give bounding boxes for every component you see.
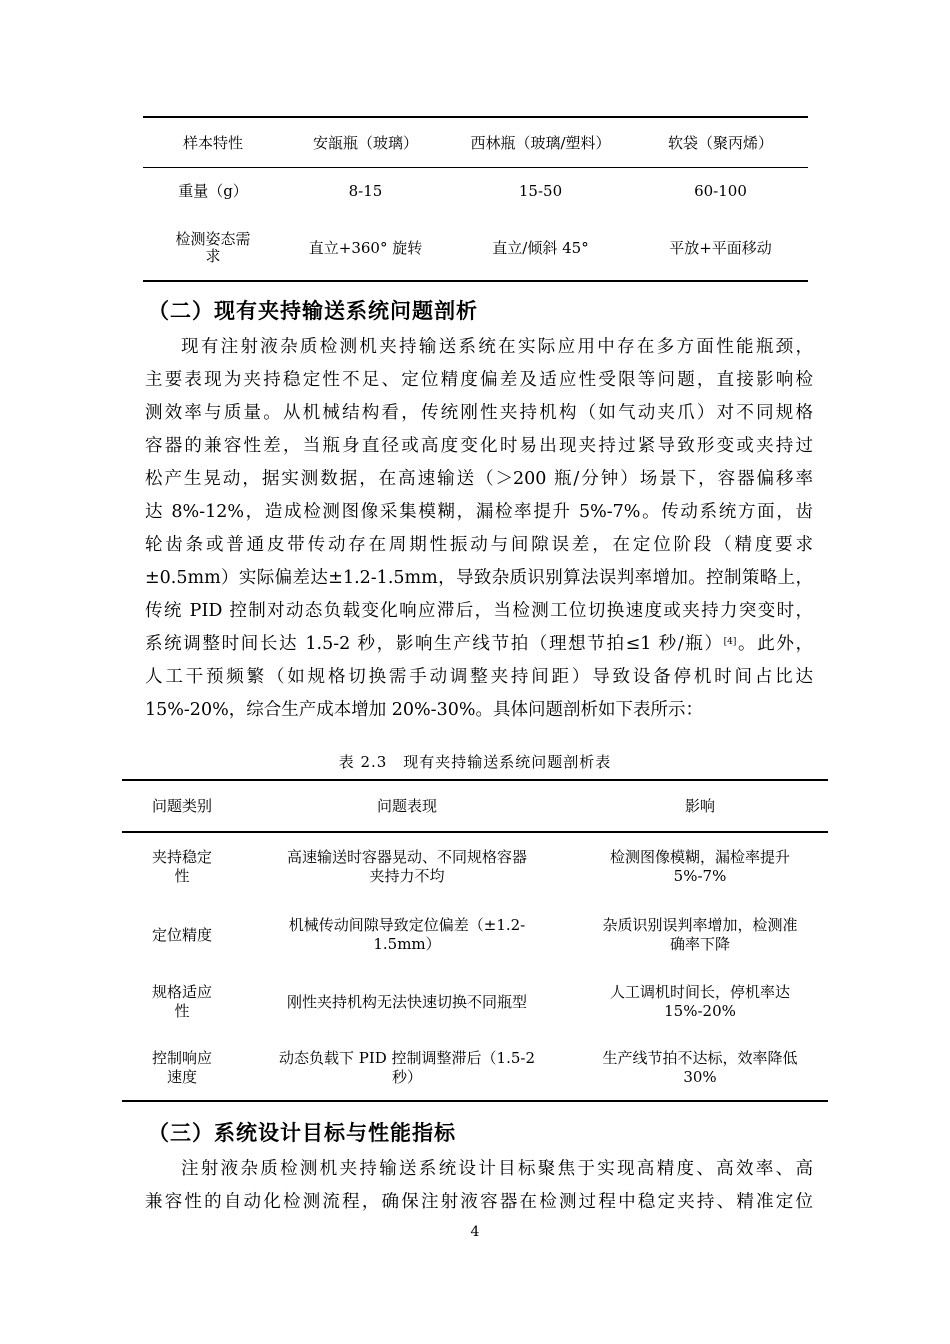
table-cell: 直立+360° 旋转 (308, 238, 423, 257)
text-line: 容器的兼容性差，当瓶身直径或高度变化时易出现夹持过紧导致形变或夹持过 (145, 436, 813, 456)
section-heading: （二）现有夹持输送系统问题剖析 (148, 299, 478, 323)
text-line: 达 8%-12%，造成检测图像采集模糊，漏检率提升 5%-7%。传动系统方面，齿 (145, 502, 813, 522)
table-cell-category (122, 833, 242, 901)
table-cell: 重量（g） (178, 181, 248, 200)
cell-line: 杂质识别误判率增加，检测准 (602, 916, 798, 934)
cell-line: 人工调机时间长，停机率达 (609, 983, 790, 1001)
sample-characteristics-table (143, 116, 808, 282)
cell-line: 30% (683, 1068, 717, 1086)
text-line: 注射液杂质检测机夹持输送系统设计目标聚焦于实现高精度、高效率、高 (181, 1159, 813, 1179)
cell-line: 秒） (391, 1068, 422, 1086)
table-cell: 平放+平面移动 (669, 238, 772, 257)
line-text: 系统调整时间长达 1.5-2 秒，影响生产线节拍（理想节拍≤1 秒/瓶） (145, 634, 724, 654)
cell-line: 检测姿态需 (175, 230, 251, 248)
table-cell: 8-15 (348, 181, 383, 200)
table-cell: 15-50 (518, 181, 563, 200)
text-line: 轮齿条或普通皮带传动存在周期性振动与间隙误差，在定位阶段（精度要求 (145, 535, 813, 555)
text-line: 测效率与质量。从机械结构看，传统刚性夹持机构（如气动夹爪）对不同规格 (145, 403, 813, 423)
table-header-cell: 影响 (684, 796, 715, 815)
text-line: 15%-20%，综合生产成本增加 20%-30%。具体问题剖析如下表所示： (145, 700, 703, 720)
table-header-cell: 问题类别 (151, 796, 212, 815)
line-text: 。此外， (736, 634, 813, 654)
page-number: 4 (470, 1224, 480, 1240)
table-cell-issue (242, 833, 572, 901)
cell-line: 15%-20% (664, 1002, 736, 1020)
cell-line: 速度 (166, 1068, 197, 1086)
table-header-cell: 西林瓶（玻璃/塑料） (470, 133, 611, 152)
table-cell-category: 定位精度 (151, 925, 212, 944)
section-heading: （三）系统设计目标与性能指标 (148, 1121, 456, 1145)
cell-line: 生产线节拍不达标，效率降低 (602, 1049, 798, 1067)
table-header-cell: 样本特性 (182, 133, 243, 152)
text-line: 人工干预频繁（如规格切换需手动调整夹持间距）导致设备停机时间占比达 (145, 667, 813, 687)
cell-line: 性 (174, 1002, 190, 1020)
text-line (145, 628, 813, 661)
cell-line: 动态负载下 PID 控制调整滞后（1.5-2 (278, 1049, 536, 1067)
text-line: 松产生晃动，据实测数据，在高速输送（＞200 瓶/分钟）场景下，容器偏移率 (145, 469, 813, 489)
text-line: 主要表现为夹持稳定性不足、定位精度偏差及适应性受限等问题，直接影响检 (145, 370, 813, 390)
table-header-cell: 问题表现 (376, 796, 437, 815)
cell-line: 1.5mm） (373, 935, 441, 953)
table-cell-impact (572, 901, 828, 969)
cell-line: 确率下降 (669, 935, 730, 953)
table-cell-issue: 刚性夹持机构无法快速切换不同瓶型 (286, 992, 527, 1011)
cell-line: 高速输送时容器晃动、不同规格容器 (286, 848, 527, 866)
table-cell-issue (242, 901, 572, 969)
text-line: ±0.5mm）实际偏差达±1.2-1.5mm，导致杂质识别算法误判率增加。控制策略上， (145, 568, 813, 588)
table-cell-impact (572, 969, 828, 1035)
text-line: 现有注射液杂质检测机夹持输送系统在实际应用中存在多方面性能瓶颈， (181, 337, 813, 357)
table-cell (143, 214, 283, 282)
table-header-cell: 安瓿瓶（玻璃） (312, 133, 418, 152)
cell-line: 5%-7% (673, 867, 727, 885)
citation: [4] (723, 637, 737, 647)
table-cell-issue (242, 1035, 572, 1101)
table-cell: 直立/倾斜 45° (492, 238, 589, 257)
cell-line: 夹持稳定 (151, 848, 212, 866)
cell-line: 性 (174, 867, 190, 885)
text-line: 兼容性的自动化检测流程，确保注射液容器在检测过程中稳定夹持、精准定位 (145, 1192, 813, 1212)
cell-line: 规格适应 (151, 983, 212, 1001)
table-cell-category (122, 969, 242, 1035)
cell-line: 夹持力不均 (369, 867, 445, 885)
table-caption: 表 2.3 现有夹持输送系统问题剖析表 (338, 753, 612, 771)
text-line: 传统 PID 控制对动态负载变化响应滞后，当检测工位切换速度或夹持力突变时， (145, 601, 813, 621)
body-paragraph (145, 331, 813, 727)
table-cell-category (122, 1035, 242, 1101)
cell-line: 检测图像模糊，漏检率提升 (609, 848, 790, 866)
cell-line: 求 (205, 247, 221, 265)
cell-line: 机械传动间隙导致定位偏差（±1.2- (288, 916, 526, 934)
body-paragraph (145, 1153, 813, 1219)
table-cell: 60-100 (694, 181, 747, 200)
problem-analysis-table (122, 779, 828, 1102)
table-cell-impact (572, 833, 828, 901)
table-cell-impact (572, 1035, 828, 1101)
cell-line: 控制响应 (151, 1049, 212, 1067)
table-header-cell: 软袋（聚丙烯） (667, 133, 773, 152)
